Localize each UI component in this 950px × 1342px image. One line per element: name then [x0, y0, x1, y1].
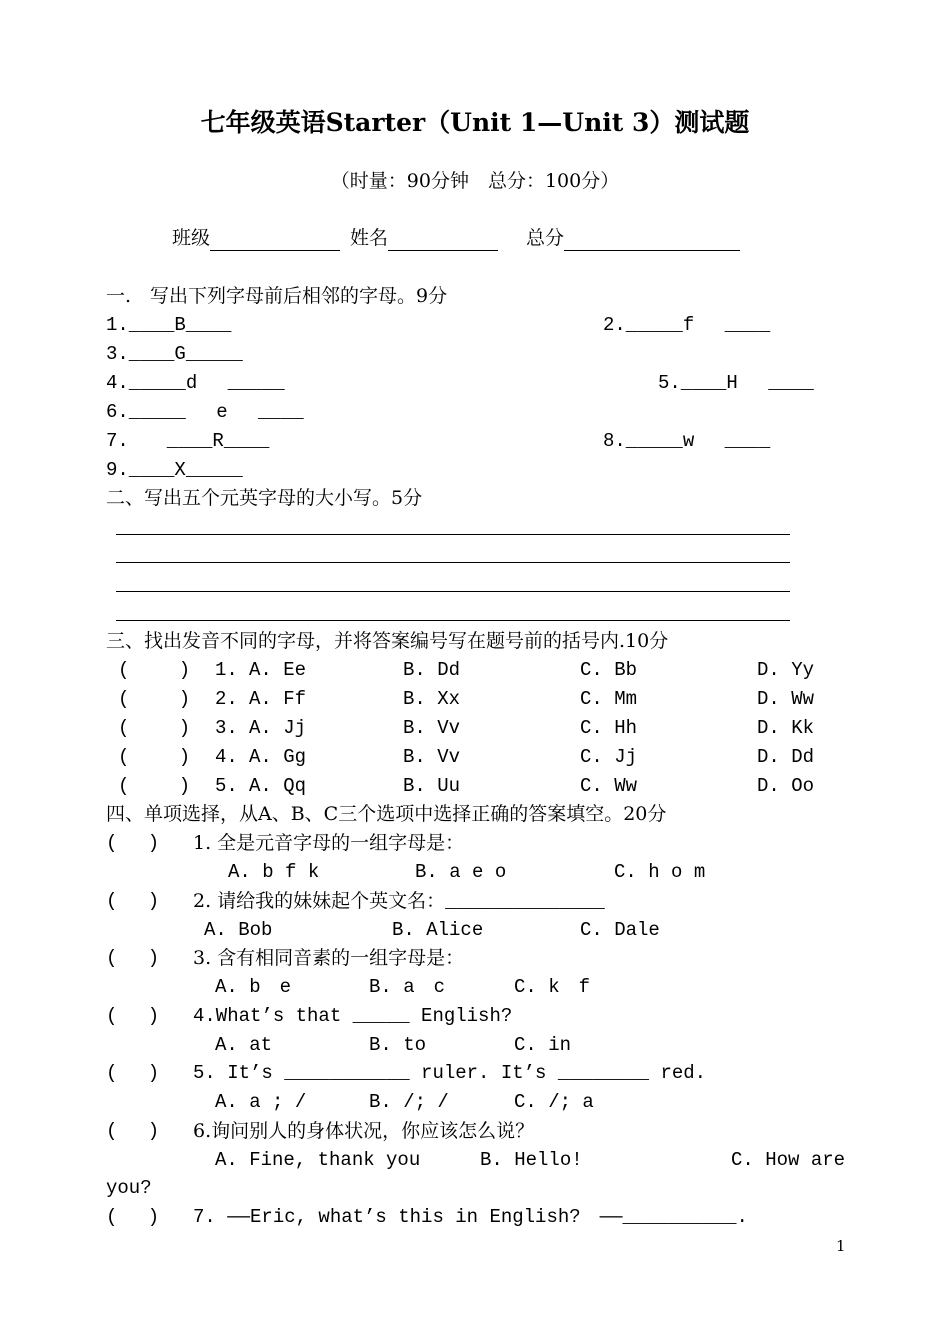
class-label: 班级 [172, 225, 340, 251]
option-d: D. Ww [757, 688, 815, 710]
q5-option-a: A. a ; / [215, 1091, 307, 1113]
letter-item-3: 3.____G_____ [106, 343, 243, 365]
q4-option-b: B. to [369, 1034, 427, 1056]
option-b: B. Vv [403, 717, 461, 739]
q6-option-a: A. Fine, thank you [215, 1149, 421, 1171]
option-c: C. Jj [580, 746, 638, 768]
q6-option-c-wrap: you? [106, 1177, 152, 1199]
q1-option-a: A. b f k [228, 861, 320, 883]
option-d: D. Oo [757, 775, 815, 797]
option-a: A. Ff [249, 688, 307, 710]
option-d: D. Kk [757, 717, 815, 739]
total-blank[interactable] [564, 230, 740, 251]
answer-blank[interactable]: ______________ [445, 891, 605, 913]
letter-item-6: 6._____ e ____ [106, 401, 304, 423]
page-subtitle: （时量：90分钟 总分：100分） [330, 170, 620, 192]
q3-option-b: B. a c [369, 976, 446, 998]
answer-paren[interactable]: ( ) [118, 659, 191, 681]
question-number: 3. [215, 717, 238, 739]
option-a: A. Qq [249, 775, 307, 797]
option-c: C. Hh [580, 717, 638, 739]
answer-paren[interactable]: ( ) [106, 1062, 160, 1084]
question-6: 6.询问别人的身体状况，你应该怎么说？ [193, 1120, 535, 1142]
option-a: A. Ee [249, 659, 307, 681]
answer-paren[interactable]: ( ) [106, 947, 160, 969]
question-2: 2. 请给我的妹妹起个英文名：______________ [193, 890, 605, 913]
q4-option-a: A. at [215, 1034, 273, 1056]
letter-item-7: 7. ____R____ [106, 430, 270, 452]
section-1-heading: 一. 写出下列字母前后相邻的字母。9分 [106, 285, 448, 307]
page-number: 1 [836, 1237, 846, 1255]
option-d: D. Yy [757, 659, 815, 681]
answer-line-3[interactable] [116, 591, 790, 592]
section-2-heading: 二、写出五个元英字母的大小写。5分 [106, 487, 423, 509]
q6-option-c: C. How are [731, 1149, 846, 1171]
question-number: 2. [215, 688, 238, 710]
answer-paren[interactable]: ( ) [106, 1120, 160, 1142]
answer-paren[interactable]: ( ) [106, 890, 160, 912]
question-7: 7. ——Eric, what’s this in English? ——__________. [193, 1206, 748, 1228]
option-a: A. Gg [249, 746, 307, 768]
option-b: B. Vv [403, 746, 461, 768]
answer-paren[interactable]: ( ) [118, 775, 191, 797]
letter-item-9: 9.____X_____ [106, 459, 243, 481]
option-d: D. Dd [757, 746, 815, 768]
answer-paren[interactable]: ( ) [106, 1005, 160, 1027]
question-number: 5. [215, 775, 238, 797]
option-c: C. Mm [580, 688, 638, 710]
option-c: C. Ww [580, 775, 638, 797]
answer-line-1[interactable] [116, 534, 790, 535]
section-4-heading: 四、单项选择，从A、B、C三个选项中选择正确的答案填空。20分 [106, 803, 667, 825]
question-number: 1. [215, 659, 238, 681]
section-3-heading: 三、找出发音不同的字母，并将答案编号写在题号前的括号内.10分 [106, 630, 669, 652]
option-c: C. Bb [580, 659, 638, 681]
q1-option-c: C. h o m [614, 861, 706, 883]
q2-option-b: B. Alice [392, 919, 484, 941]
total-label: 总分 [526, 225, 740, 251]
q2-option-c: C. Dale [580, 919, 660, 941]
letter-item-5: 5.____H ____ [658, 372, 814, 394]
name-blank[interactable] [388, 230, 498, 251]
page-title: 七年级英语Starter（Unit 1—Unit 3）测试题 [200, 108, 750, 137]
option-b: B. Uu [403, 775, 461, 797]
q4-option-c: C. in [514, 1034, 572, 1056]
answer-paren[interactable]: ( ) [118, 746, 191, 768]
q3-option-c: C. k f [514, 976, 591, 998]
class-blank[interactable] [210, 230, 340, 251]
letter-item-4: 4._____d _____ [106, 372, 285, 394]
q5-option-c: C. /; a [514, 1091, 594, 1113]
letter-item-1: 1.____B____ [106, 314, 232, 336]
q1-option-b: B. a e o [415, 861, 507, 883]
question-number: 4. [215, 746, 238, 768]
answer-line-2[interactable] [116, 562, 790, 563]
question-3: 3. 含有相同音素的一组字母是： [193, 947, 465, 969]
q6-option-b: B. Hello! [480, 1149, 583, 1171]
option-b: B. Dd [403, 659, 461, 681]
option-b: B. Xx [403, 688, 461, 710]
question-5: 5. It’s ___________ ruler. It’s ________ red. [193, 1062, 707, 1084]
answer-paren[interactable]: ( ) [118, 717, 191, 739]
answer-paren[interactable]: ( ) [106, 832, 160, 854]
question-4: 4.What’s that _____ English? [193, 1005, 513, 1027]
q5-option-b: B. /; / [369, 1091, 449, 1113]
answer-paren[interactable]: ( ) [106, 1206, 160, 1228]
option-a: A. Jj [249, 717, 307, 739]
letter-item-2: 2._____f ____ [603, 314, 771, 336]
name-label: 姓名 [350, 225, 498, 251]
letter-item-8: 8._____w ____ [603, 430, 771, 452]
question-1: 1. 全是元音字母的一组字母是： [193, 832, 465, 854]
q3-option-a: A. b e [215, 976, 292, 998]
q2-option-a: A. Bob [204, 919, 273, 941]
answer-paren[interactable]: ( ) [118, 688, 191, 710]
answer-line-4[interactable] [116, 620, 790, 621]
